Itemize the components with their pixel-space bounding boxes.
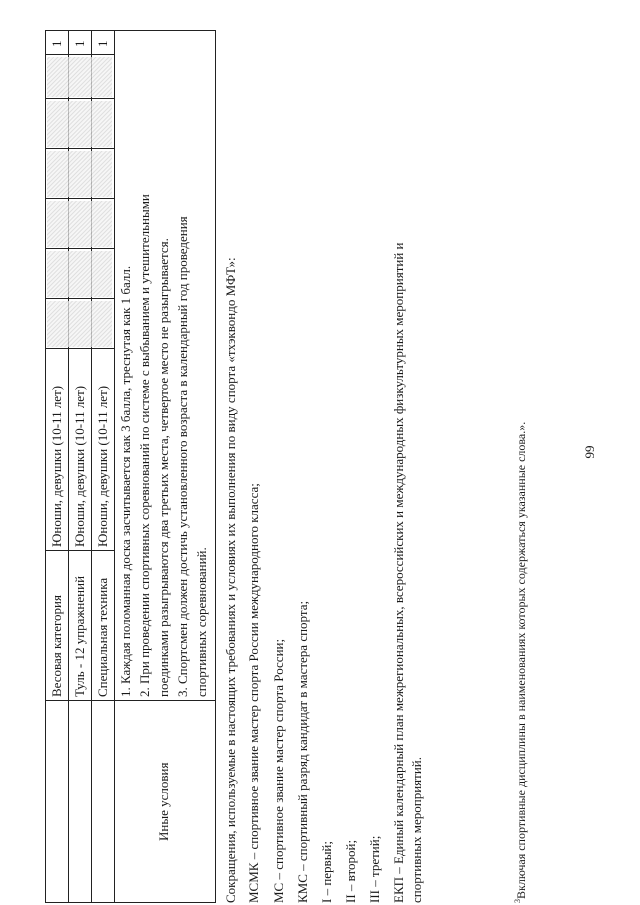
note-line: 3. Спортсмен должен достичь установленного возраста в календарный год проведения [175, 216, 190, 697]
abbreviation-item: I – первый; [319, 841, 334, 903]
row-age-group: Юноши, девушки (10-11 лет) [72, 385, 87, 547]
page-number: 99 [582, 445, 597, 459]
row-label: Туль - 12 упражнений [72, 575, 87, 697]
empty-cell [47, 251, 112, 297]
empty-cell [47, 151, 112, 197]
note-line: поединками разыгрываются два третьих места, четвертое место не разыгрывается. [156, 238, 171, 697]
note-line: 2. При проведении спортивных соревнований по системе с выбыванием и утешительными [137, 194, 152, 697]
row-label: Весовая категория [49, 595, 64, 697]
abbreviation-item: II – второй; [343, 839, 358, 903]
row-value: 1 [49, 40, 64, 47]
note-line: 1. Каждая поломанная доска засчитывается как 3 балла, треснутая как 1 балл. [118, 265, 133, 697]
abbreviations-intro: Сокращения, используемые в настоящих требованиях и условиях их выполнения по виду спорта «тхэквондо МФТ»: [223, 257, 238, 903]
requirements-table [45, 30, 216, 903]
footnote [512, 422, 530, 903]
ekp-definition-continued: спортивных мероприятий. [409, 756, 424, 903]
row-age-group: Юноши, девушки (10-11 лет) [49, 385, 64, 547]
empty-cell [47, 201, 112, 247]
ekp-definition: ЕКП – Единый календарный план межрегиональных, всероссийских и международных физкультурных мероприятий и [391, 242, 406, 903]
abbreviation-item: III – третий; [367, 835, 382, 903]
abbreviation-item: КМС – спортивный разряд кандидат в мастера спорта; [295, 600, 310, 903]
note-line: спортивных соревнований. [194, 547, 209, 697]
empty-cell [47, 101, 112, 147]
footnote-mark: 3 [513, 899, 522, 903]
abbreviation-item: МС – спортивное звание мастер спорта России; [271, 638, 286, 903]
row-value: 1 [72, 40, 87, 47]
row-age-group: Юноши, девушки (10-11 лет) [95, 385, 110, 547]
row-label: Специальная техника [95, 577, 110, 697]
row-value: 1 [95, 40, 110, 47]
footnote-text: Включая спортивные дисциплины в наименованиях которых содержаться указанные слова.». [514, 421, 528, 899]
empty-cell [47, 57, 112, 97]
other-conditions-label: Иные условия [156, 762, 171, 841]
abbreviation-item: МСМК – спортивное звание мастер спорта России международного класса; [246, 483, 261, 903]
empty-cell [47, 301, 112, 347]
